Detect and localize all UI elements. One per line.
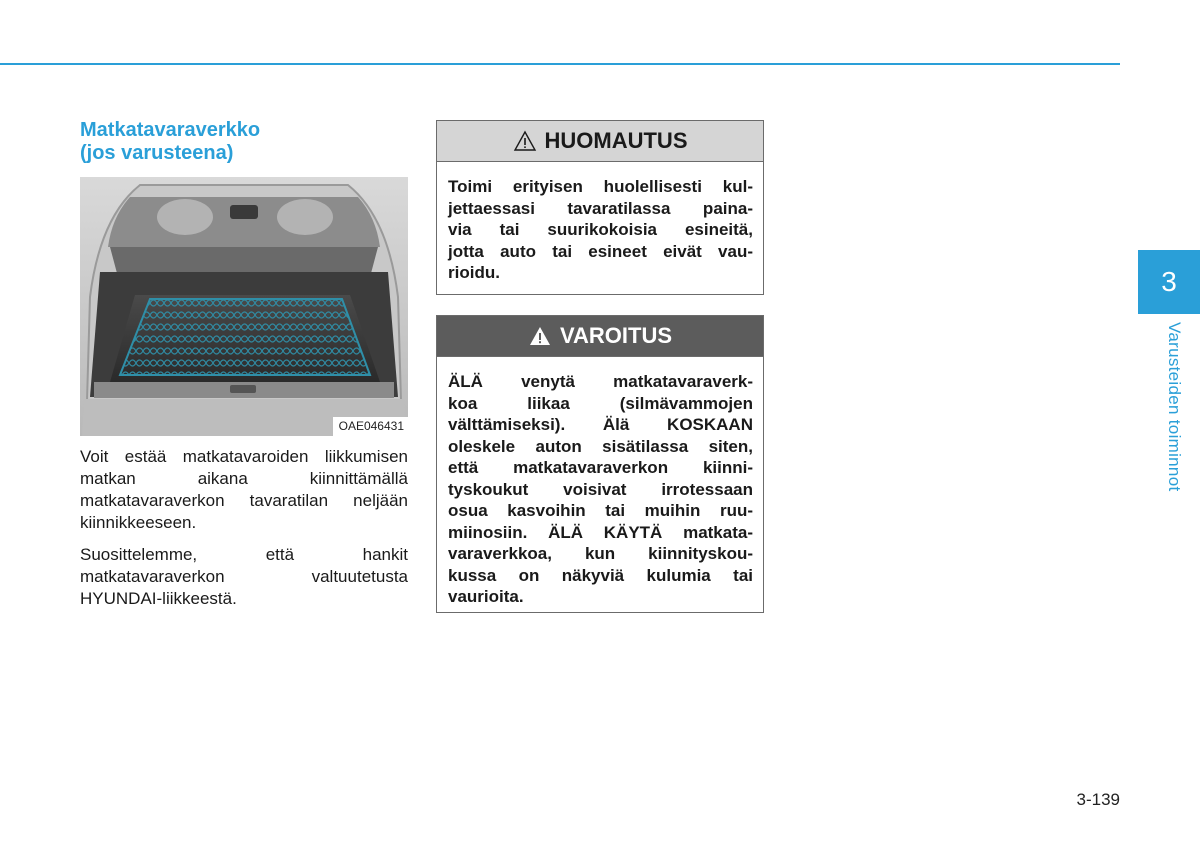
warning-line: vaurioita. (448, 587, 524, 606)
chapter-title: Varusteiden toiminnot (1165, 322, 1184, 492)
warning-line: osua kasvoihin tai muihin ruu- (448, 501, 753, 520)
section-title-line1: Matkatavaraverkko (80, 119, 261, 141)
warning-line: miinosiin. ÄLÄ KÄYTÄ matkata- (448, 522, 753, 542)
page-number: 3-139 (1076, 790, 1120, 809)
notice-line: jettaessasi tavaratilassa paina- (448, 198, 753, 218)
warning-line: tyskoukut voisivat irrotessaan (448, 479, 753, 499)
warning-line: varaverkkoa, kun kiinnityskou- (448, 544, 753, 563)
notice-box (436, 120, 764, 295)
figure-caption: OAE046431 (333, 417, 408, 436)
body-text (80, 446, 408, 620)
warning-line: että matkatavaraverkon kiinni- (448, 458, 753, 477)
warning-title: VAROITUS (559, 323, 673, 348)
warning-line: oleskele auton sisätilassa siten, (448, 436, 753, 456)
warning-text (437, 357, 763, 608)
warning-triangle-icon (528, 325, 552, 347)
warning-line: koa liikaa (silmävammojen (448, 393, 753, 413)
notice-line: jotta auto tai esineet eivät vau- (448, 241, 753, 261)
notice-line: via tai suurikokoisia esineitä, (448, 220, 753, 239)
notice-text (437, 162, 763, 284)
header-rule (0, 63, 1120, 65)
notice-line: rioidu. (448, 263, 500, 282)
warning-header (437, 316, 763, 357)
chapter-tab (1138, 250, 1200, 314)
section-title-line2: (jos varusteena) (80, 142, 234, 164)
notice-header (437, 121, 763, 162)
caution-triangle-icon (513, 130, 537, 152)
warning-box (436, 315, 764, 613)
warning-line: kussa on näkyviä kulumia tai (448, 565, 753, 585)
body-paragraph-2: Suosittelemme, että hankit matkatavaraverkon valtuutetusta HYUNDAI-liikkeestä. (80, 545, 408, 608)
notice-line: Toimi erityisen huolellisesti kul- (448, 177, 753, 196)
notice-title: HUOMAUTUS (544, 128, 688, 153)
warning-line: välttämiseksi). Älä KOSKAAN (448, 415, 753, 434)
warning-line: ÄLÄ venytä matkatavaraverk- (448, 372, 753, 391)
trunk-cargo-net-photo (80, 177, 408, 436)
chapter-number: 3 (1161, 266, 1177, 297)
trunk-cargo-net-figure (80, 177, 408, 436)
body-paragraph-1: Voit estää matkatavaroiden liikkumisen matkan aikana kiinnittämällä matkatavaraverkon tavaratilan neljään kiinnikkeeseen. (80, 447, 408, 532)
section-title (80, 119, 410, 165)
